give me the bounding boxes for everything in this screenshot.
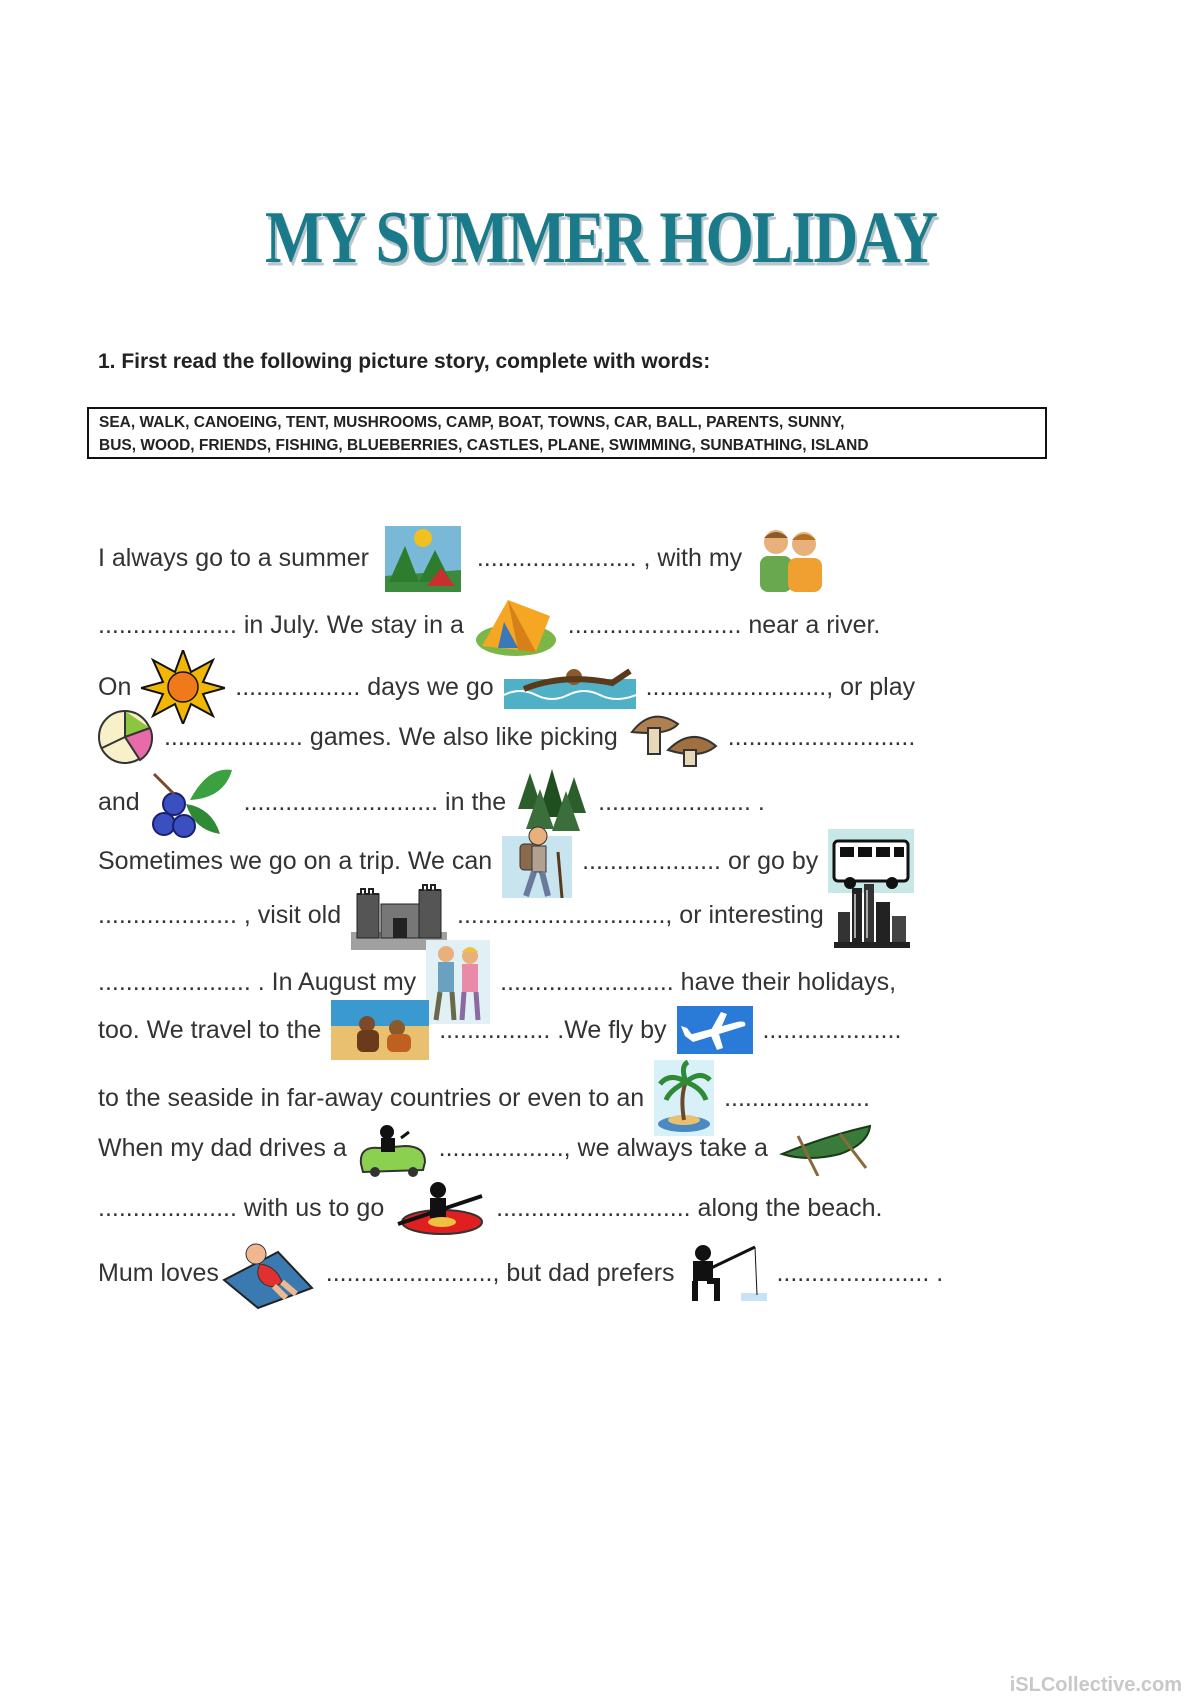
story-text: ....................: [762, 1016, 902, 1044]
story-text: ................ .We fly by: [439, 1016, 667, 1044]
story-text: to the seaside in far-away countries or even to an: [98, 1084, 645, 1112]
story-line: [98, 520, 831, 572]
footer-watermark: iSLCollective.com: [1009, 1674, 1182, 1696]
story-line: [98, 822, 917, 875]
story-text: ...................... .: [598, 788, 765, 816]
story-text: .................... or go by: [582, 847, 819, 875]
word-box-line: SEA, WALK, CANOEING, TENT, MUSHROOMS, CAMP, BOAT, TOWNS, CAR, BALL, PARENTS, SUNNY,: [99, 414, 845, 431]
ball-icon: [96, 708, 154, 766]
story-text: .................., we always take a: [438, 1134, 768, 1162]
story-text: ....................... , with my: [476, 544, 743, 572]
swimming-icon: [504, 665, 636, 709]
story-line: [98, 1000, 902, 1044]
sunbathing-icon: [220, 1236, 316, 1310]
story-text: On: [98, 673, 132, 701]
story-line: [98, 650, 916, 701]
mushrooms-icon: [628, 706, 718, 768]
tent-icon: [474, 592, 558, 658]
car-icon: [357, 1118, 429, 1178]
story-text: .........................., or play: [645, 673, 916, 701]
story-line: [98, 1060, 870, 1112]
story-text: ...................... . In August my: [98, 968, 417, 996]
friends-icon: [752, 524, 828, 592]
story-text: .................... , visit old: [98, 901, 342, 929]
story-text: .................... with us to go: [98, 1194, 385, 1222]
story-text: Sometimes we go on a trip. We can: [98, 847, 493, 875]
plane-icon: [677, 1006, 753, 1054]
camp-icon: [379, 520, 467, 596]
canoeing-icon: [394, 1178, 486, 1238]
story-line: [98, 1178, 883, 1222]
story-text: ......................... near a river.: [567, 611, 881, 639]
story-line: [98, 592, 881, 639]
story-line: [98, 1236, 944, 1287]
story-line: [98, 764, 765, 816]
fishing-icon: [685, 1243, 767, 1303]
story-text: too. We travel to the: [98, 1016, 322, 1044]
story-line: [98, 940, 897, 996]
story-text: Mum loves: [98, 1259, 219, 1287]
word-box: [87, 407, 1047, 459]
story-text: .....................: [724, 1084, 870, 1112]
story-line: [98, 706, 916, 751]
boat-icon: [778, 1120, 874, 1176]
story-text: ............................ in the: [243, 788, 507, 816]
story-text: .................. days we go: [235, 673, 494, 701]
story-text: ...................... .: [776, 1259, 944, 1287]
story-text: ......................... have their holidays,: [500, 968, 897, 996]
story-text: ........................, but dad prefers: [325, 1259, 675, 1287]
story-text: When my dad drives a: [98, 1134, 347, 1162]
worksheet-title: MY SUMMER HOLIDAY: [265, 197, 936, 279]
story-line: [98, 1118, 877, 1162]
towns-icon: [834, 882, 910, 948]
story-text: and: [98, 788, 140, 816]
story-text: ...........................: [727, 723, 916, 751]
word-box-line: BUS, WOOD, FRIENDS, FISHING, BLUEBERRIES, CASTLES, PLANE, SWIMMING, SUNBATHING, ISLAND: [99, 437, 869, 454]
story-text: ............................ along the beach.: [496, 1194, 883, 1222]
sea-icon: [331, 1000, 429, 1060]
instruction: 1. First read the following picture story, complete with words:: [98, 350, 711, 373]
story-text: .............................., or interesting: [457, 901, 824, 929]
story-text: .................... in July. We stay in a: [98, 611, 464, 639]
story-line: [98, 880, 913, 929]
story-text: .................... games. We also like picking: [163, 723, 618, 751]
story-text: I always go to a summer: [98, 544, 369, 572]
